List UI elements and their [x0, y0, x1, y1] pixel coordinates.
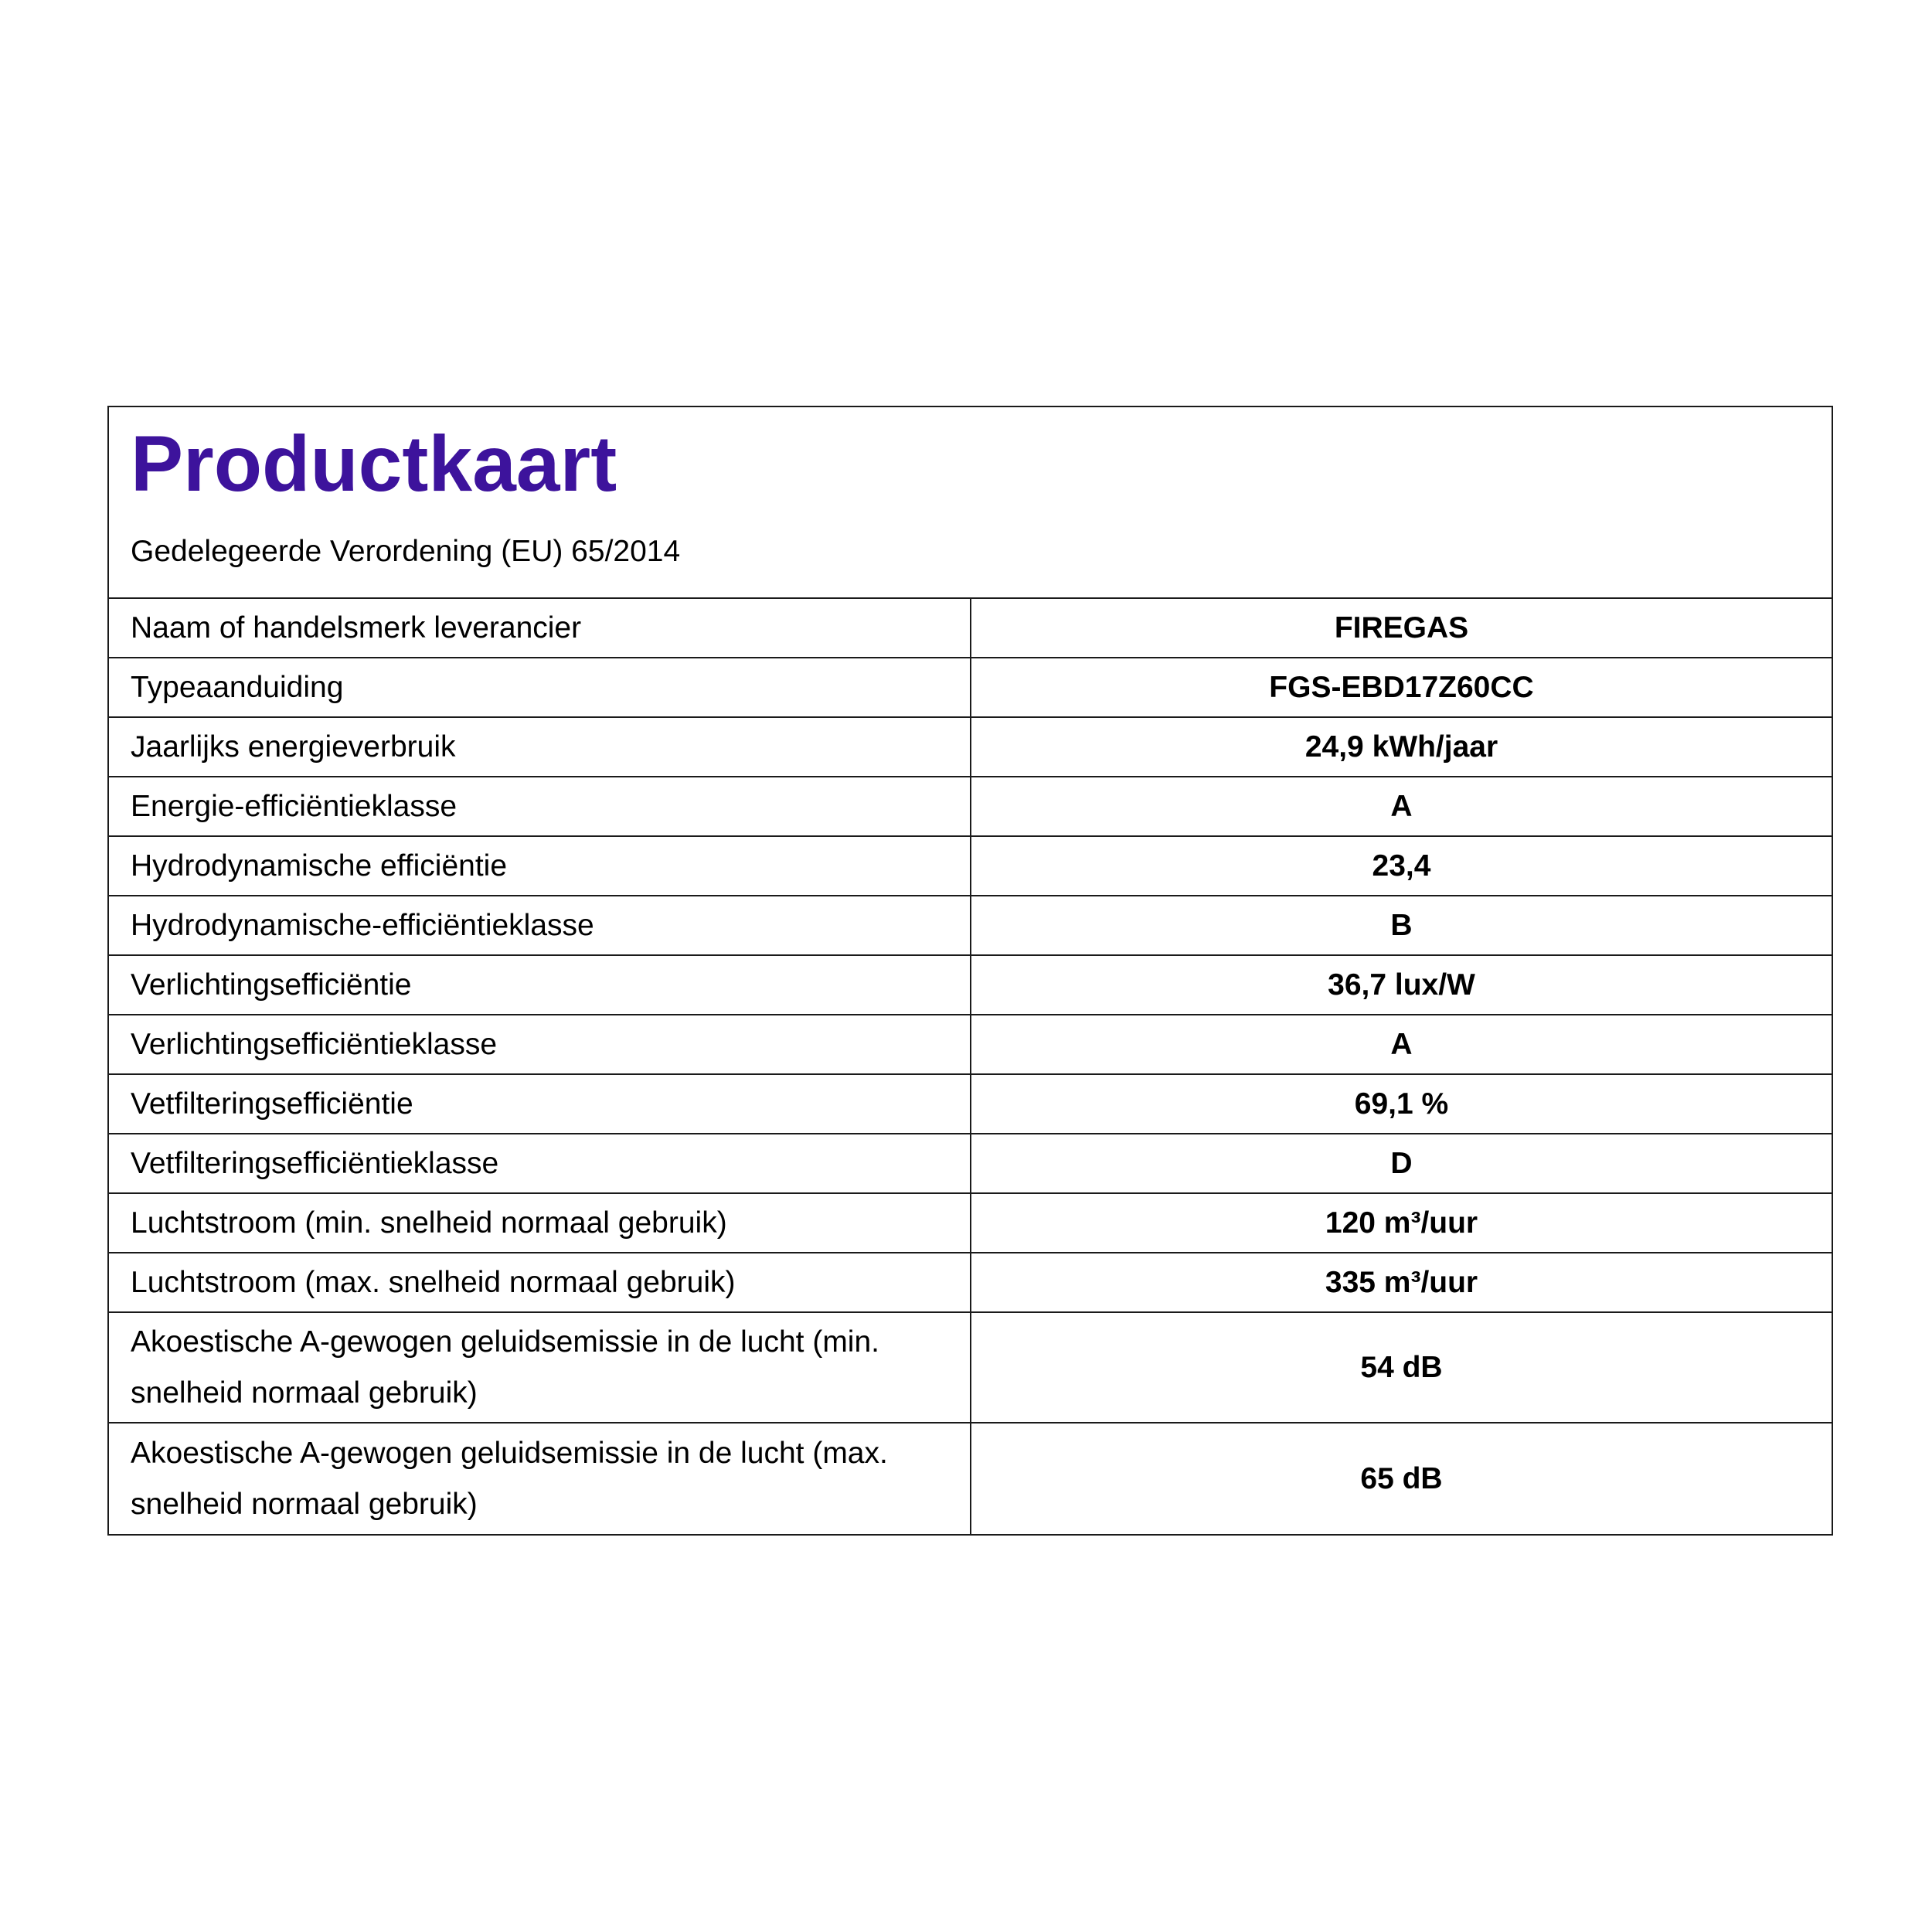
- table-row: [109, 1075, 1832, 1134]
- regulation-subtitle: Gedelegeerde Verordening (EU) 65/2014: [131, 535, 681, 568]
- row-label: Verlichtingsefficiëntie: [109, 956, 971, 1014]
- table-row: [109, 718, 1832, 777]
- table-row: [109, 956, 1832, 1015]
- row-label: Hydrodynamische efficiëntie: [109, 837, 971, 895]
- row-value: 36,7 lux/W: [1328, 968, 1475, 1002]
- row-label: Jaarlijks energieverbruik: [109, 718, 971, 776]
- row-value: 335 m³/uur: [1325, 1265, 1478, 1299]
- row-label: Luchtstroom (min. snelheid normaal gebruik): [109, 1194, 971, 1252]
- row-value: A: [1390, 1027, 1413, 1061]
- table-row: [109, 896, 1832, 956]
- product-card: [107, 406, 1833, 1536]
- row-label: Hydrodynamische-efficiëntieklasse: [109, 896, 971, 954]
- row-value: 65 dB: [1360, 1461, 1443, 1495]
- table-row: [109, 1313, 1832, 1423]
- row-label: Vetfilteringsefficiëntieklasse: [109, 1134, 971, 1192]
- table-row: [109, 1423, 1832, 1534]
- table-row: [109, 658, 1832, 718]
- table-row: [109, 599, 1832, 658]
- table-row: [109, 777, 1832, 837]
- row-value: D: [1390, 1146, 1413, 1180]
- row-value: B: [1390, 908, 1413, 942]
- row-value: 54 dB: [1360, 1350, 1443, 1384]
- row-label: Akoestische A-gewogen geluidsemissie in de lucht (max. snelheid normaal gebruik): [109, 1423, 971, 1534]
- row-value: 23,4: [1372, 849, 1431, 883]
- row-label: Typeaanduiding: [109, 658, 971, 716]
- row-label: Naam of handelsmerk leverancier: [109, 599, 971, 657]
- row-value: 69,1 %: [1354, 1087, 1449, 1121]
- table-row: [109, 1194, 1832, 1253]
- row-value: 120 m³/uur: [1325, 1206, 1478, 1240]
- row-label: Vetfilteringsefficiëntie: [109, 1075, 971, 1133]
- table-row: [109, 837, 1832, 896]
- row-label: Energie-efficiëntieklasse: [109, 777, 971, 835]
- row-value: 24,9 kWh/jaar: [1304, 730, 1498, 764]
- page-title: Productkaart: [131, 420, 617, 508]
- row-value: FGS-EBD17Z60CC: [1269, 670, 1534, 704]
- table-row: [109, 1134, 1832, 1194]
- row-label: Akoestische A-gewogen geluidsemissie in de lucht (min. snelheid normaal gebruik): [109, 1313, 971, 1422]
- product-card-header: [109, 407, 1832, 599]
- row-value: A: [1390, 789, 1413, 823]
- table-row: [109, 1015, 1832, 1075]
- row-value: FIREGAS: [1334, 611, 1469, 645]
- row-label: Luchtstroom (max. snelheid normaal gebruik): [109, 1253, 971, 1311]
- table-row: [109, 1253, 1832, 1313]
- row-label: Verlichtingsefficiëntieklasse: [109, 1015, 971, 1073]
